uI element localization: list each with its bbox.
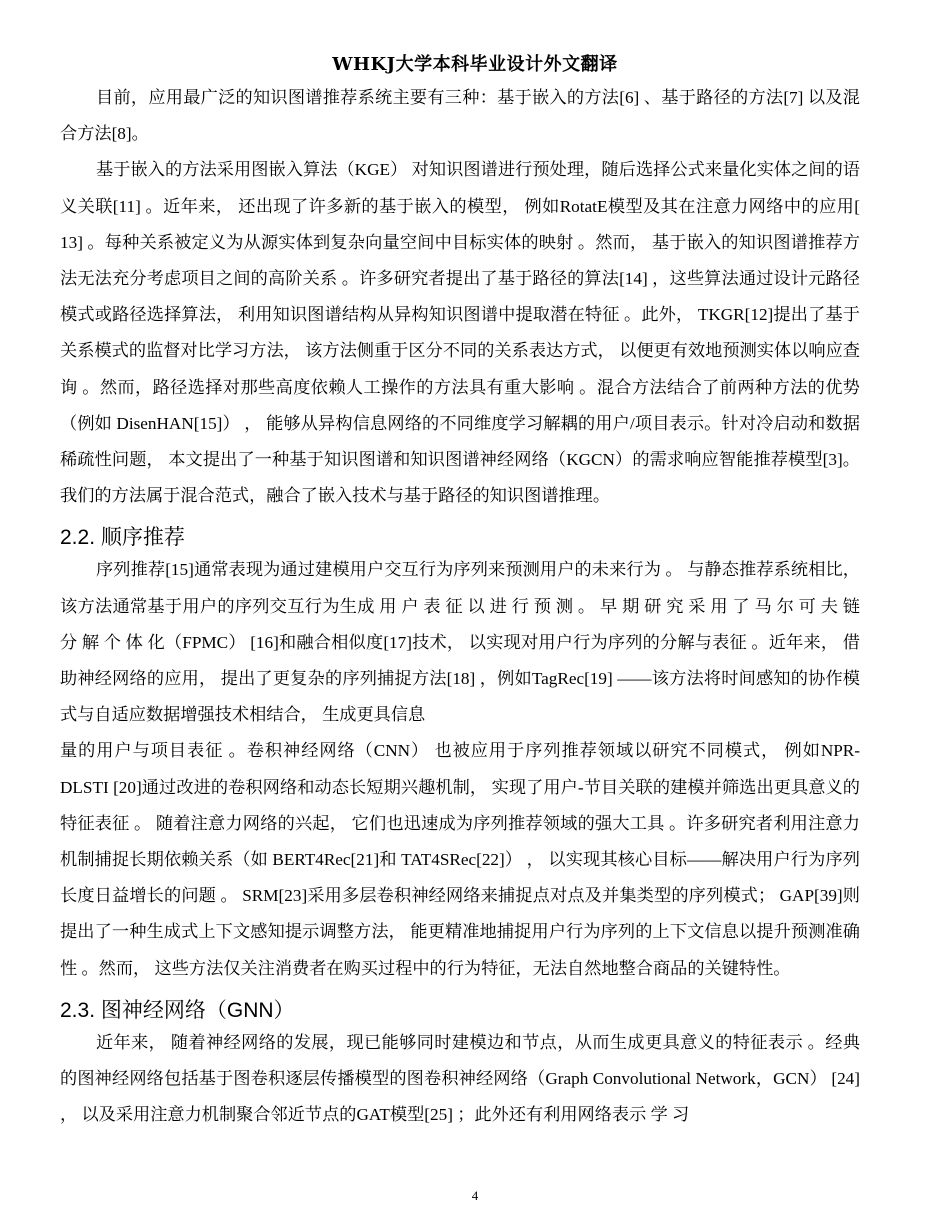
section-heading-2-2: 2.2. 顺序推荐 (60, 526, 185, 550)
page-number: 4 (471, 1188, 479, 1203)
paragraph: 近年来， 随着神经网络的发展，现已能够同时建模边和节点，从而生成更具意义的特征表示 。经典的图神经网络包括基于图卷积逐层传播模型的图卷积神经网络（Graph Convolutional Network，GCN） [24] ， 以及采用注意力机制聚合邻近节点的GAT模型[25] ；此外还有利用网络表示 学 习 (60, 1032, 860, 1125)
section-heading-2-3: 2.3. 图神经网络（GNN） (60, 998, 295, 1022)
page-header: WHKJ大学本科毕业设计外文翻译 (332, 54, 618, 75)
paragraph: 序列推荐[15]通常表现为通过建模用户交互行为序列来预测用户的未来行为 。 与静态推荐系统相比， 该方法通常基于用户的序列交互行为生成 用 户 表 征 以 进 行 预 测 。 早 期 研 究 采 用 了 马 尔 可 夫 链 分 解 个 体 化（FPMC） [16]和融合相似度[17]技术， 以实现对用户行为序列的分解与表征 。近年来， 借助神经网络的应用， 提出了更复杂的序列捕捉方法[18] ，例如TagRec[19] ——该方法将时间感知的协作模式与自适应数据增强技术相结合， 生成更具信息 (60, 560, 860, 725)
page-content (60, 80, 860, 1133)
paragraph: 量的用户与项目表征 。卷积神经网络（CNN） 也被应用于序列推荐领域以研究不同模式， 例如NPR- DLSTI [20]通过改进的卷积网络和动态长短期兴趣机制， 实现了用户-节目关联的建模并筛选出更具意义的特征表征 。 随着注意力网络的兴起， 它们也迅速成为序列推荐领域的强大工具 。许多研究者利用注意力机制捕捉长期依赖关系（如 BERT4Rec[21]和 TAT4SRec[22]） ， 以实现其核心目标——解决用户行为序列长度日益增长的问题 。 SRM[23]采用多层卷积神经网络来捕捉点对点及并集类型的序列模式； GAP[39]则提出了一种生成式上下文感知提示调整方法， 能更精准地捕捉用户行为序列的上下文信息以提升预测准确性 。然而， 这些方法仅关注消费者在购买过程中的行为特征，无法自然地整合商品的关键特性。 (60, 741, 860, 978)
paragraph: 基于嵌入的方法采用图嵌入算法（KGE） 对知识图谱进行预处理，随后选择公式来量化实体之间的语义关联[11] 。近年来， 还出现了许多新的基于嵌入的模型， 例如RotatE模型及其在注意力网络中的应用[ 13] 。每种关系被定义为从源实体到复杂向量空间中目标实体的映射 。然而， 基于嵌入的知识图谱推荐方法无法充分考虑项目之间的高阶关系 。许多研究者提出了基于路径的算法[14] ，这些算法通过设计元路径模式或路径选择算法， 利用知识图谱结构从异构知识图谱中提取潜在特征 。此外， TKGR[12]提出了基于关系模式的监督对比学习方法， 该方法侧重于区分不同的关系表达方式， 以便更有效地预测实体以响应查询 。然而，路径选择对那些高度依赖人工操作的方法具有重大影响 。混合方法结合了前两种方法的优势（例如 DisenHAN[15]） ， 能够从异构信息网络的不同维度学习解耦的用户/项目表示。针对冷启动和数据稀疏性问题， 本文提出了一种基于知识图谱和知识图谱神经网络（KGCN）的需求响应智能推荐模型[3]。我们的方法属于混合范式，融合了嵌入技术与基于路径的知识图谱推理。 (60, 160, 860, 506)
paragraph: 目前，应用最广泛的知识图谱推荐系统主要有三种：基于嵌入的方法[6] 、基于路径的方法[7] 以及混合方法[8]。 (60, 88, 860, 144)
